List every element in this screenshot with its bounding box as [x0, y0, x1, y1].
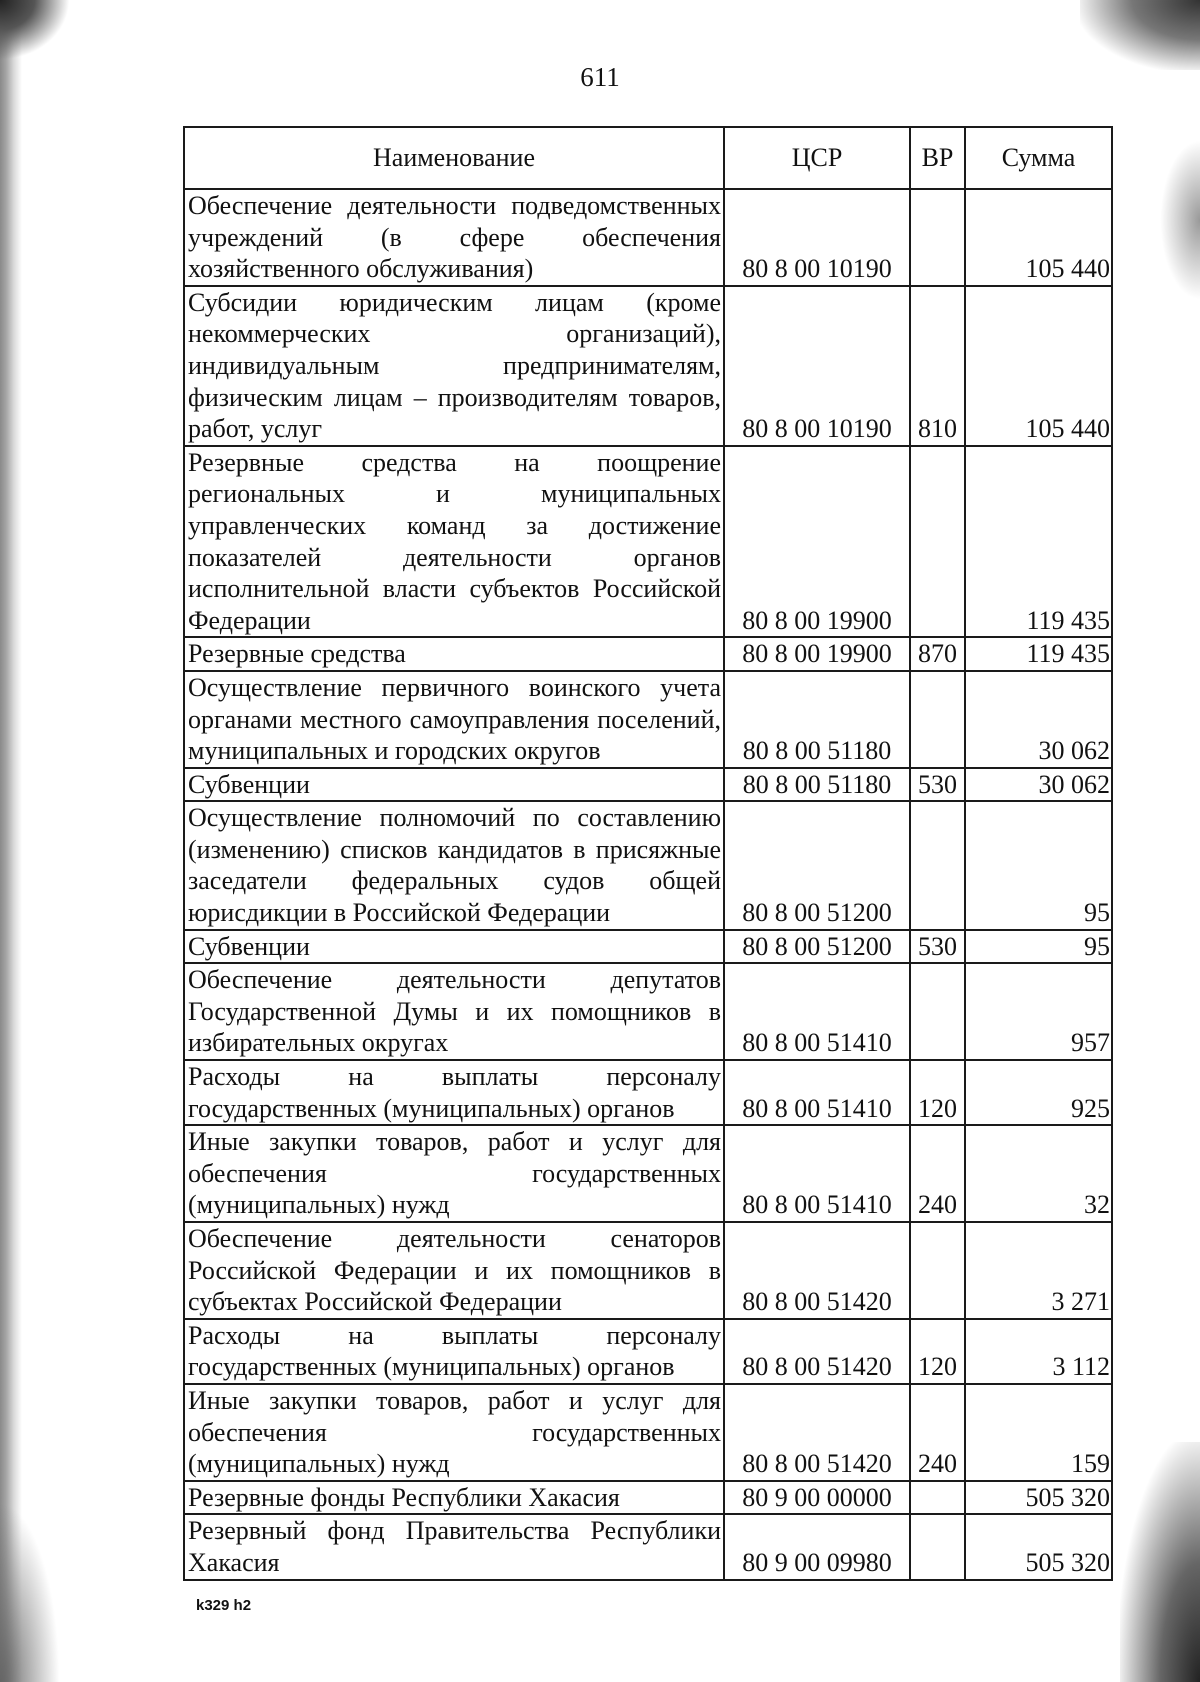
row-csr-cell: 80 8 00 51420 — [724, 1384, 910, 1481]
table-body — [184, 189, 1112, 1580]
row-name-cell: Субвенции — [184, 768, 724, 802]
row-name-cell: Резервные средства на поощрение региональных и муниципальных управленческих команд за достижение показателей деятельности органов исполнительной власти субъектов Российской Федерации — [184, 446, 724, 638]
row-vr-cell — [910, 1514, 965, 1579]
table-row — [184, 930, 1112, 964]
page-number: 611 — [580, 62, 620, 92]
row-csr-cell: 80 8 00 10190 — [724, 189, 910, 286]
row-vr-cell — [910, 1222, 965, 1319]
table-row — [184, 671, 1112, 768]
row-name-cell: Иные закупки товаров, работ и услуг для обеспечения государственных (муниципальных) нужд — [184, 1384, 724, 1481]
row-csr-cell: 80 8 00 51420 — [724, 1319, 910, 1384]
row-name-cell: Расходы на выплаты персоналу государственных (муниципальных) органов — [184, 1319, 724, 1384]
row-sum-cell: 105 440 — [965, 286, 1112, 446]
budget-table — [183, 126, 1113, 1581]
row-name-cell: Резервные средства — [184, 637, 724, 671]
table-row — [184, 286, 1112, 446]
table-row — [184, 1481, 1112, 1515]
header-csr: ЦСР — [724, 127, 910, 189]
row-vr-cell — [910, 446, 965, 638]
row-name-cell: Иные закупки товаров, работ и услуг для обеспечения государственных (муниципальных) нужд — [184, 1125, 724, 1222]
table-row — [184, 1060, 1112, 1125]
row-name-cell: Осуществление полномочий по составлению (изменению) списков кандидатов в присяжные заседатели федеральных судов общей юрисдикции в Российской Федерации — [184, 801, 724, 929]
row-sum-cell: 957 — [965, 963, 1112, 1060]
row-vr-cell — [910, 963, 965, 1060]
table-row — [184, 1319, 1112, 1384]
row-csr-cell: 80 8 00 51410 — [724, 963, 910, 1060]
row-name-cell: Резервные фонды Республики Хакасия — [184, 1481, 724, 1515]
table-row — [184, 637, 1112, 671]
row-csr-cell: 80 8 00 51200 — [724, 801, 910, 929]
row-sum-cell: 159 — [965, 1384, 1112, 1481]
row-vr-cell — [910, 189, 965, 286]
table-row — [184, 768, 1112, 802]
row-sum-cell: 119 435 — [965, 446, 1112, 638]
header-sum: Сумма — [965, 127, 1112, 189]
row-vr-cell: 870 — [910, 637, 965, 671]
row-sum-cell: 925 — [965, 1060, 1112, 1125]
row-name-cell: Обеспечение деятельности депутатов Государственной Думы и их помощников в избирательных округах — [184, 963, 724, 1060]
row-csr-cell: 80 8 00 51180 — [724, 768, 910, 802]
scan-corner-shadow — [0, 0, 70, 60]
row-csr-cell: 80 8 00 51410 — [724, 1060, 910, 1125]
table-row — [184, 1222, 1112, 1319]
row-sum-cell: 119 435 — [965, 637, 1112, 671]
table-row — [184, 446, 1112, 638]
row-vr-cell: 530 — [910, 768, 965, 802]
scan-edge-shadow — [0, 0, 22, 1682]
table-row — [184, 801, 1112, 929]
row-name-cell: Обеспечение деятельности сенаторов Российской Федерации и их помощников в субъектах Российской Федерации — [184, 1222, 724, 1319]
row-csr-cell: 80 8 00 19900 — [724, 637, 910, 671]
row-vr-cell — [910, 1481, 965, 1515]
row-name-cell: Субвенции — [184, 930, 724, 964]
row-csr-cell: 80 9 00 09980 — [724, 1514, 910, 1579]
row-name-cell: Расходы на выплаты персоналу государственных (муниципальных) органов — [184, 1060, 724, 1125]
header-vr: ВР — [910, 127, 965, 189]
header-name: Наименование — [184, 127, 724, 189]
row-csr-cell: 80 8 00 51180 — [724, 671, 910, 768]
row-vr-cell: 120 — [910, 1319, 965, 1384]
table-row — [184, 189, 1112, 286]
row-sum-cell: 30 062 — [965, 768, 1112, 802]
row-sum-cell: 3 271 — [965, 1222, 1112, 1319]
row-sum-cell: 95 — [965, 930, 1112, 964]
row-name-cell: Обеспечение деятельности подведомственных учреждений (в сфере обеспечения хозяйственного обслуживания) — [184, 189, 724, 286]
row-vr-cell: 120 — [910, 1060, 965, 1125]
row-vr-cell: 240 — [910, 1384, 965, 1481]
row-vr-cell — [910, 801, 965, 929]
row-sum-cell: 30 062 — [965, 671, 1112, 768]
row-vr-cell: 810 — [910, 286, 965, 446]
row-sum-cell: 95 — [965, 801, 1112, 929]
row-sum-cell: 505 320 — [965, 1481, 1112, 1515]
row-vr-cell: 530 — [910, 930, 965, 964]
footer-code: k329 h2 — [196, 1597, 252, 1614]
scan-corner-shadow — [1120, 1442, 1200, 1682]
row-name-cell: Осуществление первичного воинского учета органами местного самоуправления поселений, муниципальных и городских округов — [184, 671, 724, 768]
row-vr-cell — [910, 671, 965, 768]
row-vr-cell: 240 — [910, 1125, 965, 1222]
scan-corner-shadow — [0, 1502, 60, 1682]
row-csr-cell: 80 8 00 19900 — [724, 446, 910, 638]
table-header-row — [184, 127, 1112, 189]
table-row — [184, 1125, 1112, 1222]
scan-corner-shadow — [1080, 0, 1200, 70]
row-sum-cell: 505 320 — [965, 1514, 1112, 1579]
row-csr-cell: 80 8 00 51200 — [724, 930, 910, 964]
row-csr-cell: 80 8 00 10190 — [724, 286, 910, 446]
row-csr-cell: 80 9 00 00000 — [724, 1481, 910, 1515]
row-sum-cell: 3 112 — [965, 1319, 1112, 1384]
row-name-cell: Субсидии юридическим лицам (кроме некоммерческих организаций), индивидуальным предпринимателям, физическим лицам – производителям товаров, работ, услуг — [184, 286, 724, 446]
table-row — [184, 1514, 1112, 1579]
table-row — [184, 1384, 1112, 1481]
row-csr-cell: 80 8 00 51410 — [724, 1125, 910, 1222]
row-name-cell: Резервный фонд Правительства Республики Хакасия — [184, 1514, 724, 1579]
row-sum-cell: 105 440 — [965, 189, 1112, 286]
row-csr-cell: 80 8 00 51420 — [724, 1222, 910, 1319]
row-sum-cell: 32 — [965, 1125, 1112, 1222]
scan-edge-shadow — [1160, 140, 1200, 300]
table-row — [184, 963, 1112, 1060]
